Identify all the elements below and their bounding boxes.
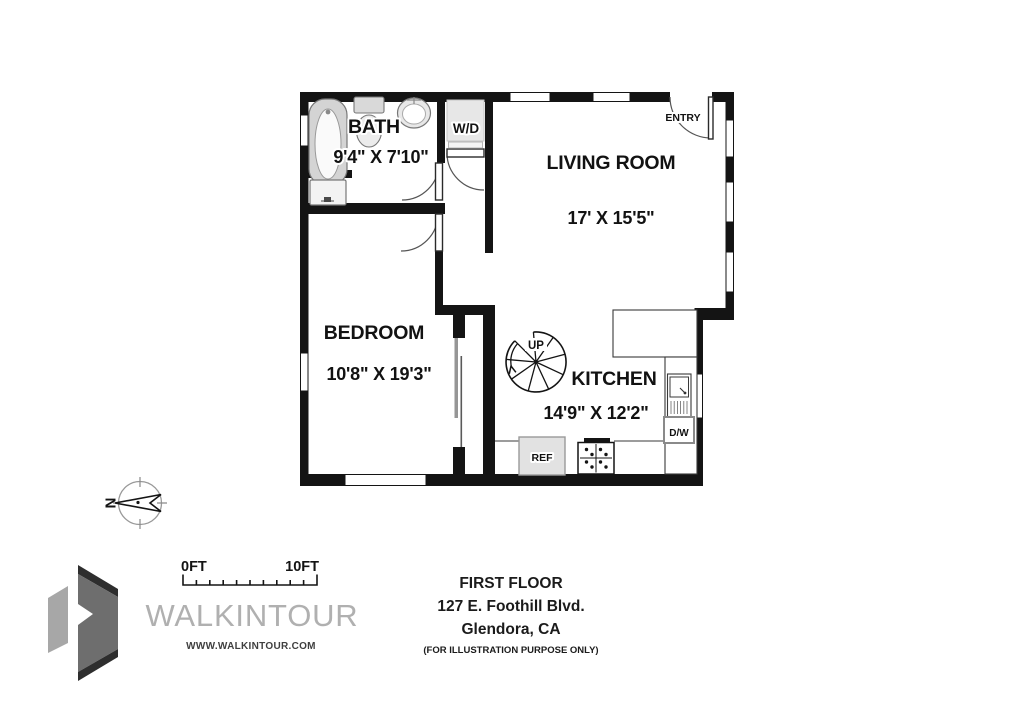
bedroom-name: BEDROOM: [323, 322, 425, 344]
compass-north-label: N: [101, 497, 119, 509]
kitchen-fixtures: [495, 310, 697, 475]
dw-label: D/W: [669, 428, 689, 439]
disclaimer: (FOR ILLUSTRATION PURPOSE ONLY): [423, 645, 599, 656]
bath-name: BATH: [348, 116, 400, 138]
bath-dims: 9'4" X 7'10": [333, 147, 429, 167]
wd-closet-door: [447, 149, 484, 157]
title-block: [423, 575, 598, 656]
window-bedroom-bottom: [345, 475, 426, 486]
ref-label: REF: [531, 452, 553, 464]
bedroom-sliding-door: [455, 338, 463, 447]
scale-bar: [181, 559, 319, 585]
window-living-top-1: [510, 93, 550, 102]
window-bedroom-left: [301, 353, 309, 391]
scale-start-label: 0FT: [181, 559, 207, 575]
living-room-dims: 17' X 15'5": [567, 208, 655, 228]
room-labels: [324, 112, 701, 464]
window-bath-left: [301, 115, 309, 146]
kitchen-counter-top: [613, 310, 697, 357]
entry-door: [709, 97, 714, 139]
stove-icon: [578, 438, 614, 474]
branding: [48, 565, 358, 681]
walkintour-logo-icon: [48, 565, 118, 681]
entry-label: ENTRY: [665, 112, 701, 124]
shower-icon: [310, 180, 346, 205]
wd-label: W/D: [452, 121, 480, 136]
bathtub-icon: [309, 99, 347, 185]
kitchen-sink-icon: [668, 374, 692, 417]
window-living-right-2: [726, 182, 734, 222]
bedroom-door: [436, 214, 443, 251]
address-line: 127 E. Foothill Blvd.: [437, 598, 585, 615]
bedroom-dims: 10'8" X 19'3": [326, 364, 432, 384]
walkintour-wordmark: WALKINTOUR: [145, 598, 359, 633]
walkintour-website: WWW.WALKINTOUR.COM: [186, 641, 316, 652]
scale-ruler: [183, 575, 317, 586]
scale-end-label: 10FT: [285, 559, 319, 575]
window-living-right-1: [726, 120, 734, 157]
bath-door: [436, 163, 443, 200]
window-living-top-2: [593, 93, 630, 102]
city-state-line: Glendora, CA: [461, 621, 561, 638]
up-label: UP: [528, 340, 544, 352]
kitchen-dims: 14'9" X 12'2": [543, 403, 649, 423]
window-living-right-3: [726, 252, 734, 292]
compass: [102, 477, 168, 529]
living-room-name: LIVING ROOM: [546, 152, 676, 174]
kitchen-name: KITCHEN: [571, 368, 657, 390]
floor-title: FIRST FLOOR: [459, 575, 563, 592]
bath-sink-icon: [398, 97, 431, 128]
